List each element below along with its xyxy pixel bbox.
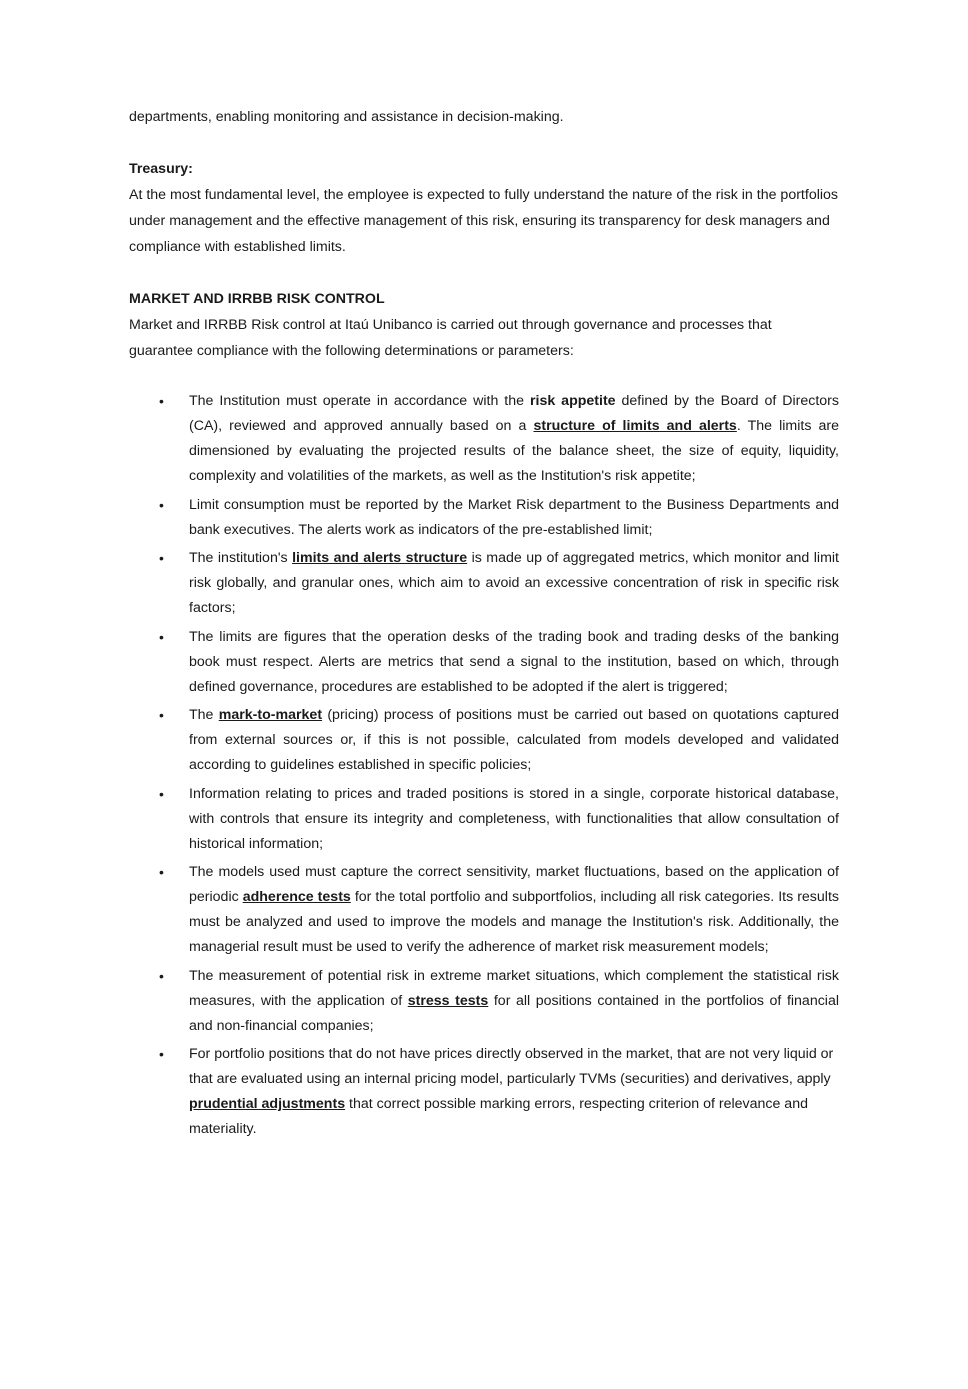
intro-paragraph (129, 104, 839, 130)
bullet-icon: • (159, 1046, 164, 1062)
list-item-text: The (189, 707, 219, 723)
limits-alerts-structure-term: limits and alerts structure (292, 550, 468, 566)
bullet-icon: • (159, 967, 164, 984)
risk-appetite-term: risk appetite (529, 393, 616, 409)
list-item-text: The institution's (189, 550, 293, 566)
list-item-text: that correct possible marking errors, respecting criterion of relevance and materiality. (189, 1096, 808, 1137)
bullet-icon: • (159, 785, 164, 802)
list-item-text: (pricing) process of positions must be carried out based on quotations captured from external sources or, if this is not possible, calculated from models developed and validated according to guidelines established in specific policies; (189, 707, 839, 773)
intro-text: departments, enabling monitoring and assistance in decision-making. (129, 109, 564, 125)
list-item (159, 782, 839, 857)
list-item (159, 964, 839, 1039)
list-item-text: The Institution must operate in accordance with the (189, 393, 530, 409)
stress-tests-term: stress tests (407, 992, 489, 1009)
parameters-list (159, 389, 839, 1146)
list-item-text: defined by the Board of Directors (CA), reviewed and approved annually based on a (189, 393, 839, 434)
prudential-adjustments-term: prudential adjustments (189, 1096, 346, 1112)
market-text: Market and IRRBB Risk control at Itaú Unibanco is carried out through governance and processes that guarantee compliance with the following determinations or parameters: (129, 317, 772, 359)
mark-to-market-term: mark-to-market (218, 707, 323, 723)
list-item (159, 546, 839, 621)
list-item (159, 1042, 839, 1142)
list-item-text: The models used must capture the correct sensitivity, market fluctuations, based on the application of periodic (189, 864, 839, 905)
bullet-icon: • (159, 628, 164, 645)
market-heading: MARKET AND IRRBB RISK CONTROL (129, 291, 385, 307)
bullet-icon: • (159, 864, 164, 880)
limits-alerts-term: structure of limits and alerts (533, 418, 737, 434)
list-item (159, 625, 839, 700)
treasury-heading: Treasury: (129, 161, 193, 177)
list-item-text: The limits are figures that the operation desks of the trading book and trading desks of the banking book must respect. Alerts are metrics that send a signal to the institution, based on which, through defined governance, procedures are established to be adopted if the alert is triggered; (189, 628, 839, 695)
list-item-text: for all positions contained in the portfolios of financial and non-financial companies; (189, 992, 839, 1034)
bullet-icon: • (159, 496, 164, 513)
list-item (159, 389, 839, 489)
list-item-text: Information relating to prices and traded positions is stored in a single, corporate historical database, with controls that ensure its integrity and completeness, with functionalities that allow consultation of historical information; (189, 785, 839, 852)
list-item (159, 703, 839, 778)
list-item (159, 860, 839, 960)
treasury-section (129, 156, 839, 260)
bullet-icon: • (159, 550, 164, 566)
market-section (129, 286, 839, 364)
bullet-icon: • (159, 393, 164, 409)
list-item-text: for the total portfolio and subportfolios, including all risk categories. Its results must be analyzed and used to improve the models and manage the Institution's risk. Additionally, the managerial result must be used to verify the adherence of market risk measurement models; (189, 889, 839, 955)
adherence-tests-term: adherence tests (242, 889, 351, 905)
list-item-text: Limit consumption must be reported by the Market Risk department to the Business Departments and bank executives. The alerts work as indicators of the pre-established limit; (189, 496, 839, 538)
list-item-text: The measurement of potential risk in extreme market situations, which complement the statistical risk measures, with the application of (189, 967, 839, 1009)
list-item-text: . The limits are dimensioned by evaluating the projected results of the balance sheet, the size of equity, liquidity, complexity and volatilities of the markets, as well as the Institution's risk appetite; (189, 418, 840, 484)
treasury-text: At the most fundamental level, the employee is expected to fully understand the nature of the risk in the portfolios under management and the effective management of this risk, ensuring its transparency for desk managers and compliance with established limits. (129, 187, 838, 255)
list-item (159, 493, 839, 543)
bullet-icon: • (159, 707, 164, 723)
list-item-text: is made up of aggregated metrics, which monitor and limit risk globally, and granular ones, which aim to avoid an excessive concentration of risk in specific risk factors; (189, 550, 839, 616)
list-item-text: For portfolio positions that do not have prices directly observed in the market, that are not very liquid or that are evaluated using an internal pricing model, particularly TVMs (securities) and derivatives, apply (189, 1046, 834, 1087)
